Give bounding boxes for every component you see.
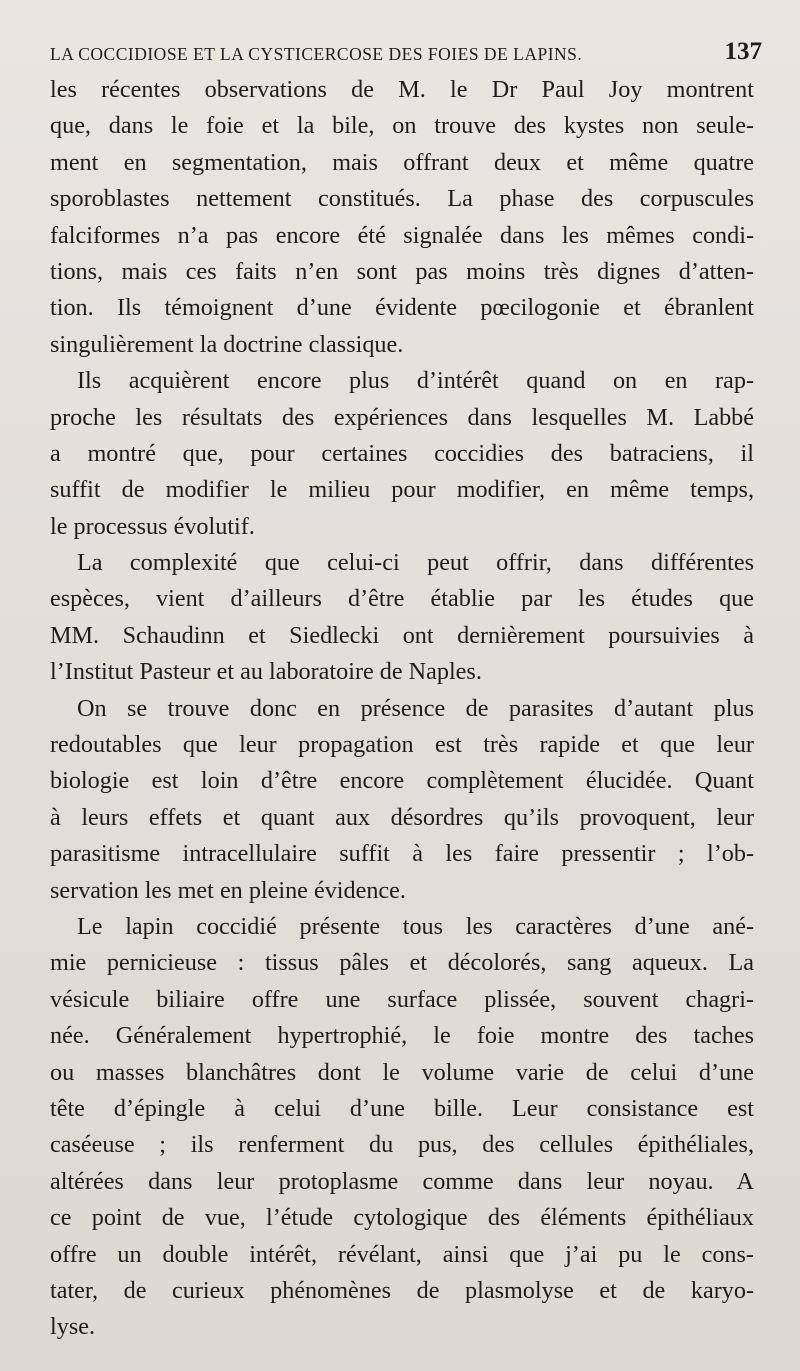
text-line: offre un double intérêt, révélant, ainsi que j’ai pu le cons- <box>50 1240 754 1268</box>
text-line: tête d’épingle à celui d’une bille. Leur consistance est <box>50 1094 754 1122</box>
text-line: Le lapin coccidié présente tous les caractères d’une ané- <box>77 912 754 940</box>
text-line: MM. Schaudinn et Siedlecki ont dernièrement poursuivies à <box>50 621 754 649</box>
running-header <box>50 36 762 76</box>
text-line: a montré que, pour certaines coccidies des batraciens, il <box>50 439 754 467</box>
text-line: ou masses blanchâtres dont le volume varie de celui d’une <box>50 1058 754 1086</box>
text-line: mie pernicieuse : tissus pâles et décolorés, sang aqueux. La <box>50 949 754 977</box>
text-line: l’Institut Pasteur et au laboratoire de Naples. <box>50 658 482 686</box>
text-line: tater, de curieux phénomènes de plasmolyse et de karyo- <box>50 1276 754 1304</box>
text-line: caséeuse ; ils renferment du pus, des cellules épithéliales, <box>50 1131 754 1159</box>
body-text <box>50 72 754 1346</box>
text-line: suffit de modifier le milieu pour modifier, en même temps, <box>50 476 754 504</box>
text-line: tions, mais ces faits n’en sont pas moins très dignes d’atten- <box>50 257 754 285</box>
text-line: tion. Ils témoignent d’une évidente pœcilogonie et ébranlent <box>50 294 754 322</box>
text-line: Ils acquièrent encore plus d’intérêt quand on en rap- <box>77 367 754 395</box>
text-line: ment en segmentation, mais offrant deux et même quatre <box>50 148 754 176</box>
text-line: biologie est loin d’être encore complètement élucidée. Quant <box>50 767 754 795</box>
text-line: vésicule biliaire offre une surface plissée, souvent chagri- <box>50 985 754 1013</box>
text-line: sporoblastes nettement constitués. La phase des corpuscules <box>50 185 754 213</box>
text-line: espèces, vient d’ailleurs d’être établie par les études que <box>50 585 754 613</box>
text-line: servation les met en pleine évidence. <box>50 876 406 904</box>
text-line: parasitisme intracellulaire suffit à les faire pressentir ; l’ob- <box>50 840 754 868</box>
text-line: On se trouve donc en présence de parasites d’autant plus <box>77 694 754 722</box>
text-line: altérées dans leur protoplasme comme dans leur noyau. A <box>50 1167 754 1195</box>
running-title: LA COCCIDIOSE ET LA CYSTICERCOSE DES FOIES DE LAPINS. <box>50 44 583 64</box>
page-number: 137 <box>724 38 762 65</box>
text-line: proche les résultats des expériences dans lesquelles M. Labbé <box>50 403 754 431</box>
text-line: née. Généralement hypertrophié, le foie montre des taches <box>50 1022 754 1050</box>
text-line: redoutables que leur propagation est très rapide et que leur <box>50 731 754 759</box>
text-line: lyse. <box>50 1313 96 1341</box>
text-line: falciformes n’a pas encore été signalée dans les mêmes condi- <box>50 221 754 249</box>
text-line: La complexité que celui-ci peut offrir, dans différentes <box>77 549 754 577</box>
text-line: les récentes observations de M. le Dr Paul Joy montrent <box>50 76 754 103</box>
text-line: à leurs effets et quant aux désordres qu’ils provoquent, leur <box>50 803 754 831</box>
text-line: ce point de vue, l’étude cytologique des éléments épithéliaux <box>50 1204 754 1232</box>
text-line: que, dans le foie et la bile, on trouve des kystes non seule- <box>50 112 754 140</box>
text-line: le processus évolutif. <box>50 512 255 540</box>
text-line: singulièrement la doctrine classique. <box>50 330 404 358</box>
